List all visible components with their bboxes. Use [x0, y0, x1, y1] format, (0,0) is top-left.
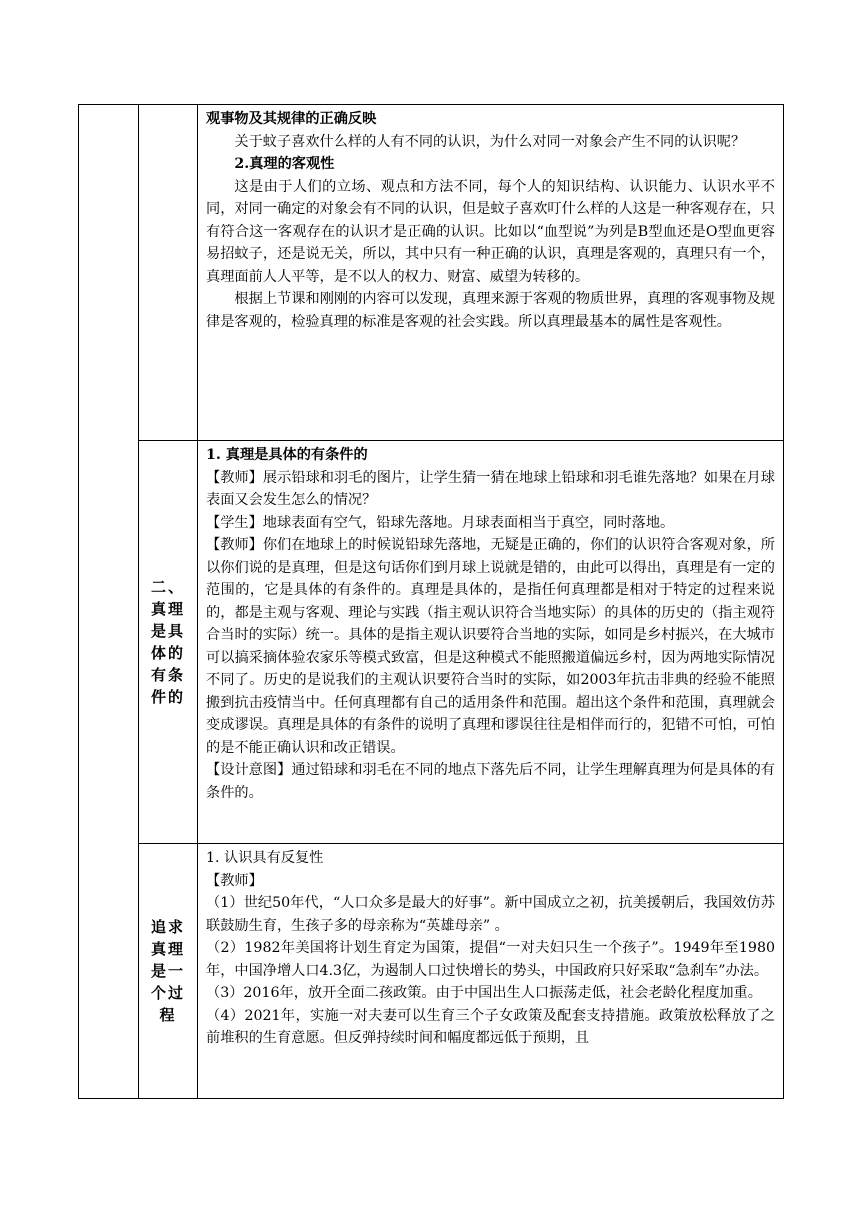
paragraph: 【学生】地球表面有空气，铅球先落地。月球表面相当于真空，同时落地。 [206, 514, 675, 531]
content-cell-pursuing-truth [198, 844, 784, 1099]
table-row [79, 441, 784, 844]
paragraph: 【教师】 [206, 872, 263, 889]
section-title-cell [139, 441, 198, 844]
paragraph: 【设计意图】通过铅球和羽毛在不同的地点下落先后不同，让学生理解真理为何是具体的有条件的。 [206, 762, 775, 801]
paragraph: 1. 认识具有反复性 [206, 850, 324, 866]
paragraph: 这是由于人们的立场、观点和方法不同，每个人的知识结构、认识能力、认识水平不同，对同一确定的对象会有不同的认识，但是蚊子喜欢叮什么样的人这是一种客观存在，只有符合这一客观存在的认识才是正确的认识。比如以“血型说”为列是B型血还是O型血更容易招蚊子，还是说无关，所以，其中只有一种正确的认识，真理是客观的，真理只有一个，真理面前人人平等，是不以人的权力、财富、威望为转移的。 [206, 178, 775, 285]
paragraph: 【教师】你们在地球上的时候说铅球先落地，无疑是正确的，你们的认识符合客观对象，所以你们说的是真理，但是这句话你们到月球上说就是错的，由此可以得出，真理是有一定的范围的，它是具体的有条件的。真理是具体的，是指任何真理都是相对于特定的过程来说的，都是主观与客观、理论与实践（指主观认识符合当地实际）的具体的历史的（指主观符合当时的实际）统一。具体的是指主观认识要符合当地的实际，如同是乡村振兴，在大城市可以搞采摘体验农家乐等模式致富，但是这种模式不能照搬道偏远乡村，因为两地实际情况不同了。历史的是说我们的主观认识要符合当时的实际，如2003年抗击非典的经验不能照搬到抗击疫情当中。任何真理都有自己的适用条件和范围。超出这个条件和范围，真理就会变成谬误。真理是具体的有条件的说明了真理和谬误往往是相伴而行的，犯错不可怕，可怕的是不能正确认识和改正错误。 [206, 537, 775, 756]
paragraph: 根据上节课和刚刚的内容可以发现，真理来源于客观的物质世界，真理的客观事物及规律是客观的，检验真理的标准是客观的社会实践。所以真理最基本的属性是客观性。 [206, 291, 775, 330]
paragraph: （4）2021年，实施一对夫妻可以生育三个子女政策及配套支持措施。政策放松释放了之前堆积的生育意愿。但反弹持续时间和幅度都远低于预期，且 [206, 1007, 775, 1046]
paragraph: （3）2016年，放开全面二孩政策。由于中国出生人口振荡走低，社会老龄化程度加重。 [206, 985, 762, 1001]
paragraph: 1. 真理是具体的有条件的 [206, 447, 368, 463]
section-title-cell [139, 844, 198, 1099]
content-cell-concrete-truth [198, 441, 784, 844]
lesson-plan-table [78, 104, 784, 1099]
section-title-pursuing-truth: 追求真理是一个过程 [150, 918, 185, 1024]
paragraph: 观事物及其规律的正确反映 [206, 111, 377, 127]
paragraph: 关于蚊子喜欢什么样的人有不同的认识，为什么对同一对象会产生不同的认识呢？ [234, 133, 746, 150]
paragraph: 【教师】展示铅球和羽毛的图片，让学生猜一猜在地球上铅球和羽毛谁先落地？如果在月球表面又会发生怎么的情况？ [206, 469, 775, 508]
paragraph: （1）世纪50年代，“人口众多是最大的好事”。新中国成立之初，抗美援朝后，我国效仿苏联鼓励生育，生孩子多的母亲称为“英雄母亲” 。 [206, 895, 775, 934]
stage-column-cell [79, 105, 139, 1099]
section-title-concrete-truth: 二、真理是具体的有条件的 [150, 578, 185, 706]
paragraph: 2.真理的客观性 [234, 156, 335, 172]
section-title-cell [139, 105, 198, 441]
table-row [79, 844, 784, 1099]
paragraph: （2）1982年美国将计划生育定为国策，提倡“一对夫妇只生一个孩子”。1949年至1980年，中国净增人口4.3亿，为遏制人口过快增长的势头，中国政府只好采取“急刹车”办法。 [206, 940, 775, 979]
table-row [79, 105, 784, 441]
content-cell-truth-objectivity [198, 105, 784, 441]
